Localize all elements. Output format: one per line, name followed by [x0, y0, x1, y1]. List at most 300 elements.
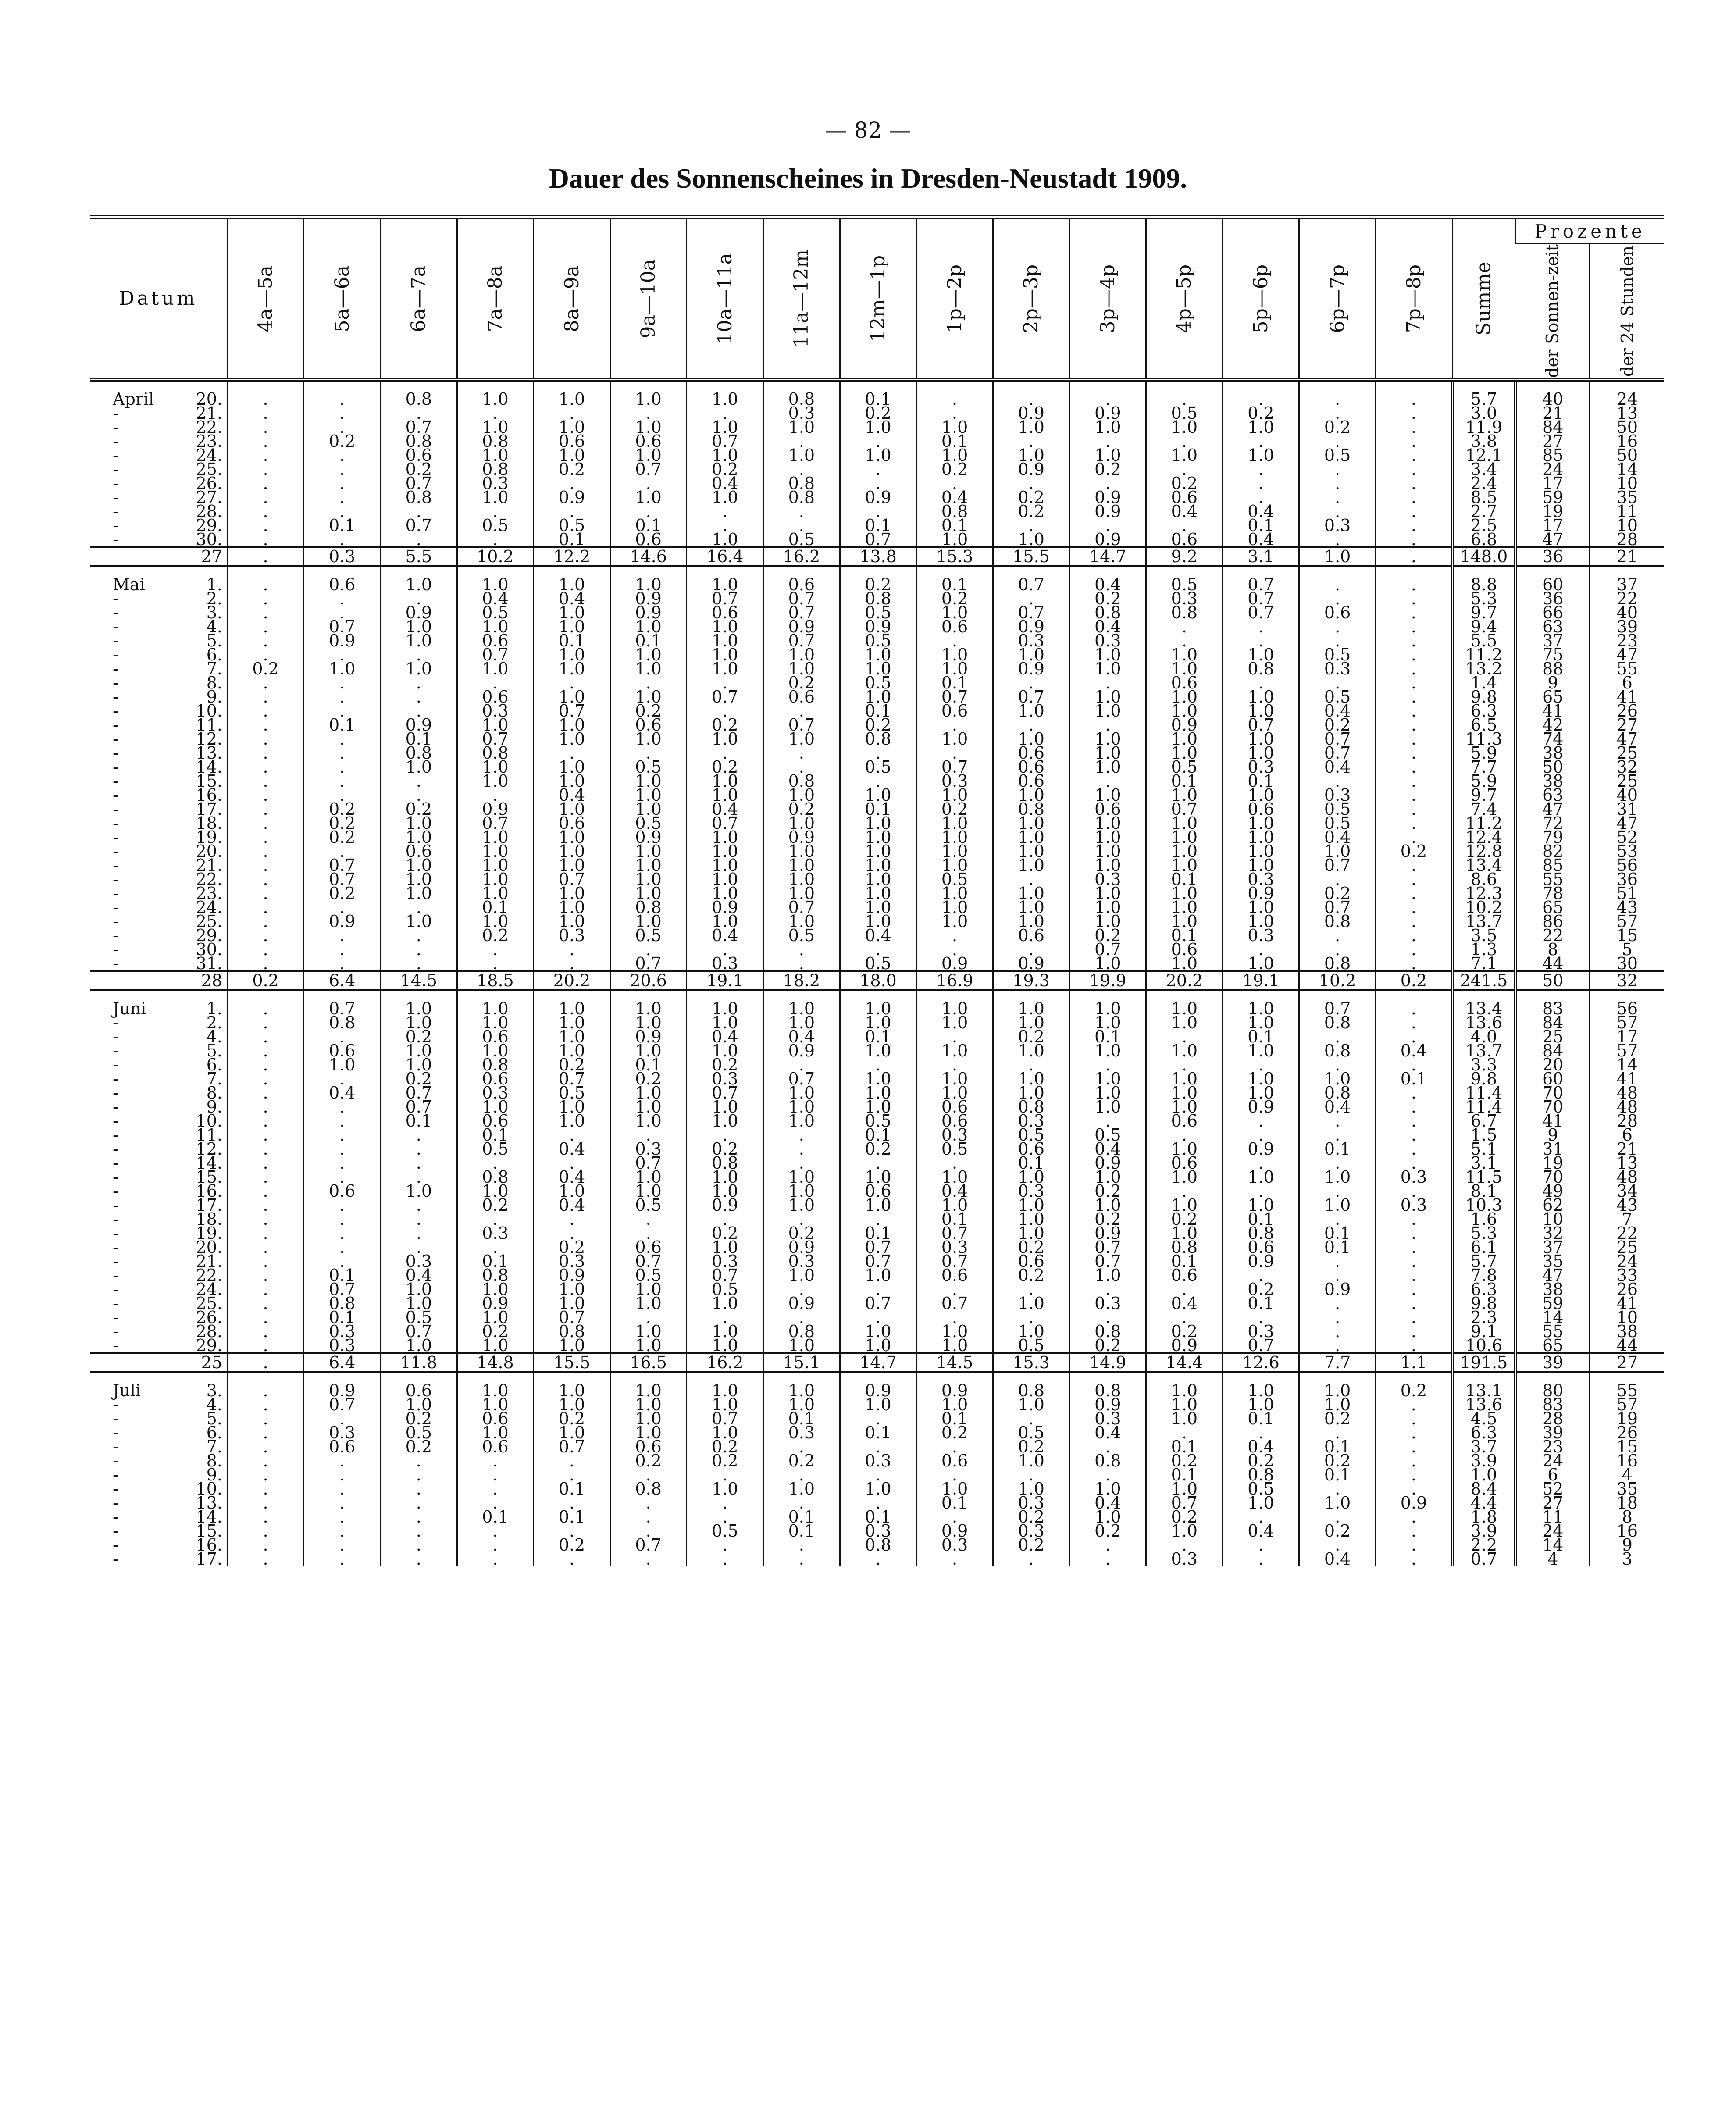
hour-cell: .	[304, 1454, 381, 1468]
hour-cell: .	[227, 392, 304, 406]
hour-cell: 0.6	[304, 1440, 381, 1454]
hour-cell: 1.0	[534, 1030, 610, 1044]
hour-cell: .	[1069, 676, 1146, 690]
percent-cell: 44	[1590, 1338, 1664, 1353]
day-label: 4.	[206, 617, 222, 636]
hour-cell: 1.0	[1299, 1170, 1376, 1184]
percent-cell: 85	[1515, 858, 1590, 872]
percent-cell: 31	[1515, 1142, 1590, 1156]
month-label: -	[113, 1549, 118, 1569]
percent-cell: 84	[1515, 1016, 1590, 1030]
hour-cell: 0.7	[1299, 1002, 1376, 1016]
hour-cell: 0.4	[916, 490, 993, 504]
hour-cell: 0.6	[993, 1142, 1069, 1156]
hour-cell: 0.1	[610, 1058, 687, 1072]
day-label: 5.	[206, 1409, 222, 1428]
hour-cell: 1.0	[534, 1338, 610, 1353]
hour-cell: 1.0	[534, 830, 610, 844]
hour-cell: 1.0	[304, 1058, 381, 1072]
hour-cell: .	[840, 1156, 916, 1170]
hour-cell: 0.6	[534, 434, 610, 448]
month-label: -	[113, 1153, 118, 1173]
pct-sun-header	[1515, 244, 1590, 380]
hour-cell: 0.2	[687, 1440, 763, 1454]
hour-cell: 0.2	[1146, 1510, 1223, 1524]
percent-cell: 50	[1590, 448, 1664, 462]
hour-cell: .	[1376, 690, 1452, 704]
hour-cell: 0.1	[457, 900, 534, 914]
hour-cell: 0.9	[1223, 1142, 1299, 1156]
hour-cell: 0.6	[381, 1384, 457, 1398]
hour-cell: 0.9	[840, 620, 916, 634]
month-label: -	[113, 1125, 118, 1145]
hour-cell: 0.2	[993, 1440, 1069, 1454]
hour-cell: 1.0	[1299, 547, 1376, 566]
hour-cell: 0.1	[1299, 1240, 1376, 1254]
hour-cell: 1.0	[687, 1170, 763, 1184]
hour-cell: 1.0	[993, 532, 1069, 547]
hour-cell: 0.1	[534, 634, 610, 648]
hour-cell: 1.0	[840, 1072, 916, 1086]
hour-cell: .	[1223, 1114, 1299, 1128]
hour-cell: 1.0	[916, 1044, 993, 1058]
hour-cell: 0.6	[1146, 1114, 1223, 1128]
hour-cell: 0.8	[1069, 1384, 1146, 1398]
hour-cell: .	[1376, 1454, 1452, 1468]
hour-header-9	[916, 217, 993, 380]
hour-cell: 0.5	[763, 532, 840, 547]
hour-cell: .	[1146, 1184, 1223, 1198]
hour-cell: 1.0	[687, 532, 763, 547]
day-label: 29.	[196, 1335, 222, 1355]
hour-cell: .	[457, 1212, 534, 1226]
hour-cell: .	[304, 732, 381, 746]
hour-cell: .	[1376, 547, 1452, 566]
hour-header-5	[610, 217, 687, 380]
hour-cell: .	[457, 1538, 534, 1552]
hour-cell: .	[304, 448, 381, 462]
month-label: -	[113, 445, 118, 465]
hour-cell: 1.0	[1299, 1198, 1376, 1212]
hour-cell: 0.5	[763, 928, 840, 942]
percent-cell: 84	[1515, 1044, 1590, 1058]
hour-cell: .	[1376, 1240, 1452, 1254]
hour-cell: 1.0	[1146, 788, 1223, 802]
sum-cell: 12.4	[1452, 830, 1515, 844]
sum-cell: 2.5	[1452, 518, 1515, 532]
hour-cell: .	[227, 718, 304, 732]
percent-cell: 22	[1515, 928, 1590, 942]
hour-cell: .	[687, 1510, 763, 1524]
hour-cell: .	[227, 532, 304, 547]
hour-header-3-label: 7a—8a	[484, 265, 506, 332]
month-label: -	[113, 1013, 118, 1032]
month-label: -	[113, 1083, 118, 1102]
hour-cell: 1.0	[1223, 1398, 1299, 1412]
hour-cell: 1.0	[457, 886, 534, 900]
hour-cell: 0.5	[610, 760, 687, 774]
hour-cell: 1.0	[381, 578, 457, 592]
hour-cell: .	[1376, 816, 1452, 830]
month-label: -	[113, 1027, 118, 1046]
hour-cell: .	[304, 1240, 381, 1254]
hour-cell: 1.0	[610, 648, 687, 662]
hour-cell: 0.7	[304, 620, 381, 634]
hour-cell: 1.0	[840, 844, 916, 858]
hour-cell: 1.0	[1146, 956, 1223, 971]
pct-24-header	[1590, 244, 1664, 380]
hour-cell: 0.4	[1069, 578, 1146, 592]
hour-cell: 0.1	[457, 1510, 534, 1524]
hour-cell: 1.0	[1223, 844, 1299, 858]
hour-cell: .	[687, 1538, 763, 1552]
hour-cell: .	[227, 1412, 304, 1426]
hour-cell: 1.0	[610, 1426, 687, 1440]
hour-cell: .	[1376, 1226, 1452, 1240]
hour-cell: 0.6	[916, 620, 993, 634]
hour-cell: 1.0	[1146, 1072, 1223, 1086]
hour-cell: 1.0	[993, 1482, 1069, 1496]
hour-cell: 1.0	[1146, 858, 1223, 872]
hour-cell: 0.7	[687, 1412, 763, 1426]
month-label: -	[113, 701, 118, 721]
hour-cell: 1.0	[457, 1016, 534, 1030]
hour-cell: 0.6	[457, 1030, 534, 1044]
hour-cell: 0.3	[304, 547, 381, 566]
hour-cell: .	[304, 406, 381, 420]
sum-cell: 13.7	[1452, 1044, 1515, 1058]
hour-cell: 0.6	[916, 1268, 993, 1282]
percent-cell: 4	[1590, 1468, 1664, 1482]
hour-cell: 0.6	[457, 1412, 534, 1426]
hour-cell: .	[381, 900, 457, 914]
day-label: 14.	[196, 757, 222, 777]
hour-cell: .	[534, 956, 610, 971]
hour-cell: .	[1376, 788, 1452, 802]
sum-cell: 13.7	[1452, 914, 1515, 928]
percent-cell: 40	[1590, 606, 1664, 620]
percent-cell: 50	[1515, 760, 1590, 774]
hour-cell: 1.0	[610, 490, 687, 504]
hour-cell: .	[687, 1496, 763, 1510]
hour-cell: .	[381, 532, 457, 547]
hour-cell: 0.3	[381, 1254, 457, 1268]
hour-cell: 0.9	[610, 592, 687, 606]
hour-cell: 1.0	[840, 914, 916, 928]
hour-cell: .	[381, 690, 457, 704]
hour-cell: 1.0	[687, 634, 763, 648]
hour-cell: 1.0	[610, 1296, 687, 1310]
hour-cell: 9.2	[1146, 547, 1223, 566]
percent-cell: 30	[1590, 956, 1664, 971]
percent-cell: 10	[1515, 1212, 1590, 1226]
hour-cell: .	[1376, 1282, 1452, 1296]
hour-cell: 12.6	[1223, 1353, 1299, 1372]
hour-cell: 0.9	[457, 1296, 534, 1310]
month-label: -	[113, 911, 118, 931]
hour-cell: .	[227, 620, 304, 634]
hour-cell: 0.9	[1069, 1398, 1146, 1412]
hour-cell: 1.0	[381, 858, 457, 872]
hour-cell: 1.0	[534, 900, 610, 914]
hour-cell: .	[840, 462, 916, 476]
hour-cell: 1.0	[457, 1100, 534, 1114]
day-label: 10.	[196, 1479, 222, 1498]
month-label: -	[113, 529, 118, 549]
percent-cell: 27	[1590, 1353, 1664, 1372]
hour-cell: 0.1	[840, 1426, 916, 1440]
hour-cell: .	[227, 676, 304, 690]
hour-cell: .	[1146, 518, 1223, 532]
hour-cell: .	[304, 1552, 381, 1566]
hour-cell: 0.2	[381, 1072, 457, 1086]
hour-cell: .	[916, 1282, 993, 1296]
hour-cell: 0.2	[1299, 718, 1376, 732]
hour-cell: 0.2	[381, 1412, 457, 1426]
hour-cell: 1.0	[687, 662, 763, 676]
hour-cell: .	[381, 1156, 457, 1170]
hour-cell: .	[227, 1496, 304, 1510]
hour-cell: 0.2	[993, 1268, 1069, 1282]
hour-cell: 1.0	[457, 1044, 534, 1058]
hour-header-13	[1223, 217, 1299, 380]
hour-cell: 0.6	[993, 774, 1069, 788]
hour-cell: .	[534, 1128, 610, 1142]
month-label: -	[113, 1293, 118, 1313]
hour-cell: 0.3	[534, 928, 610, 942]
hour-cell: 0.8	[763, 1324, 840, 1338]
hour-cell: 1.0	[1069, 1086, 1146, 1100]
hour-cell: 1.0	[610, 1044, 687, 1058]
hour-cell: 1.0	[610, 788, 687, 802]
hour-cell: 1.0	[1069, 1510, 1146, 1524]
hour-cell: .	[304, 788, 381, 802]
percent-cell: 14	[1515, 1538, 1590, 1552]
hour-cell: .	[1299, 1482, 1376, 1496]
day-label: 18.	[196, 813, 222, 833]
hour-cell: .	[381, 1128, 457, 1142]
hour-cell: 1.0	[534, 802, 610, 816]
hour-cell: .	[1299, 1338, 1376, 1353]
hour-cell: 0.9	[304, 914, 381, 928]
hour-cell: 1.0	[457, 1384, 534, 1398]
percent-cell: 51	[1590, 886, 1664, 900]
hour-cell: 0.3	[1299, 662, 1376, 676]
hour-cell: .	[227, 900, 304, 914]
hour-cell: 1.0	[687, 844, 763, 858]
hour-cell: 1.0	[993, 1072, 1069, 1086]
hour-cell: 0.2	[763, 676, 840, 690]
hour-cell: .	[304, 1030, 381, 1044]
percent-cell: 15	[1590, 928, 1664, 942]
hour-cell: 1.0	[1299, 1398, 1376, 1412]
month-label: -	[113, 953, 118, 973]
hour-cell: 0.8	[687, 1156, 763, 1170]
hour-cell: .	[227, 1254, 304, 1268]
month-label: -	[113, 1069, 118, 1088]
hour-cell: 0.1	[840, 392, 916, 406]
hour-cell: .	[1146, 392, 1223, 406]
percent-cell: 39	[1515, 1353, 1590, 1372]
hour-cell: 1.0	[840, 1398, 916, 1412]
hour-cell: 0.2	[610, 1454, 687, 1468]
percent-cell: 70	[1515, 1100, 1590, 1114]
hour-cell: .	[304, 1128, 381, 1142]
sum-cell: 8.8	[1452, 578, 1515, 592]
month-label: -	[113, 1139, 118, 1159]
hour-cell: .	[1376, 1324, 1452, 1338]
hour-cell: .	[227, 1384, 304, 1398]
hour-cell: 1.0	[1069, 1072, 1146, 1086]
hour-cell: 1.0	[1146, 1524, 1223, 1538]
hour-cell: 0.1	[304, 1310, 381, 1324]
hour-cell: .	[304, 928, 381, 942]
percent-cell: 83	[1515, 1002, 1590, 1016]
hour-cell: 1.0	[534, 648, 610, 662]
hour-header-4	[534, 217, 610, 380]
hour-cell: 0.7	[1223, 718, 1299, 732]
hour-cell: 1.0	[1069, 886, 1146, 900]
hour-cell: .	[227, 914, 304, 928]
hour-cell: .	[1376, 434, 1452, 448]
percent-cell: 25	[1590, 1240, 1664, 1254]
hour-cell: 0.7	[916, 760, 993, 774]
hour-cell: 0.1	[304, 718, 381, 732]
hour-cell: .	[227, 1002, 304, 1016]
hour-cell: .	[1376, 1184, 1452, 1198]
hour-cell: .	[1376, 448, 1452, 462]
hour-cell: 1.0	[1299, 1496, 1376, 1510]
hour-cell: .	[381, 676, 457, 690]
hour-cell: 1.0	[687, 774, 763, 788]
hour-cell: .	[1146, 462, 1223, 476]
hour-cell: 0.2	[1376, 844, 1452, 858]
percent-cell: 43	[1590, 900, 1664, 914]
sum-cell: 11.9	[1452, 420, 1515, 434]
percent-cell: 55	[1515, 1324, 1590, 1338]
hour-cell: 1.0	[993, 844, 1069, 858]
sum-cell: 5.7	[1452, 392, 1515, 406]
hour-cell: 0.7	[1146, 802, 1223, 816]
hour-cell: 1.0	[381, 1044, 457, 1058]
hour-cell: .	[687, 1212, 763, 1226]
hour-cell: 0.6	[457, 634, 534, 648]
sum-cell: 7.1	[1452, 956, 1515, 971]
hour-cell: .	[993, 942, 1069, 956]
month-label: -	[113, 869, 118, 889]
hour-cell: .	[763, 462, 840, 476]
sum-cell: 12.8	[1452, 844, 1515, 858]
percent-cell: 14	[1590, 462, 1664, 476]
percent-cell: 36	[1515, 547, 1590, 566]
hour-cell: 0.9	[1299, 1282, 1376, 1296]
percent-cell: 65	[1515, 900, 1590, 914]
hour-cell: 0.7	[763, 592, 840, 606]
percent-cell: 22	[1590, 592, 1664, 606]
hour-cell: 0.7	[993, 578, 1069, 592]
hour-cell: .	[1376, 1440, 1452, 1454]
hour-cell: .	[1376, 648, 1452, 662]
hour-cell: 5.5	[381, 547, 457, 566]
hour-cell: 0.3	[763, 1254, 840, 1268]
hour-cell: .	[1069, 774, 1146, 788]
hour-cell: 1.0	[687, 1100, 763, 1114]
hour-cell: 0.2	[1069, 1212, 1146, 1226]
month-label: -	[113, 515, 118, 535]
hour-cell: 0.1	[1146, 1254, 1223, 1268]
hour-cell: 1.0	[840, 448, 916, 462]
hour-cell: 0.3	[1069, 1296, 1146, 1310]
sum-cell: 5.3	[1452, 592, 1515, 606]
hour-cell: 0.5	[840, 760, 916, 774]
hour-cell: 0.6	[457, 1114, 534, 1128]
hour-cell: 0.4	[916, 1184, 993, 1198]
hour-cell: 1.0	[1223, 1044, 1299, 1058]
hour-cell: 0.7	[1299, 746, 1376, 760]
hour-cell: 1.0	[687, 1240, 763, 1254]
month-label: -	[113, 403, 118, 423]
hour-cell: .	[304, 1114, 381, 1128]
hour-cell: 0.2	[534, 1538, 610, 1552]
hour-cell: 1.0	[1223, 914, 1299, 928]
hour-cell: 1.0	[534, 392, 610, 406]
percent-cell: 82	[1515, 844, 1590, 858]
hour-cell: 1.0	[610, 1412, 687, 1426]
percent-cell: 70	[1515, 1170, 1590, 1184]
hour-cell: 0.8	[610, 900, 687, 914]
hour-cell: .	[916, 1510, 993, 1524]
sum-cell: 1.6	[1452, 1212, 1515, 1226]
month-label: -	[113, 1111, 118, 1131]
hour-cell: 0.8	[1069, 1324, 1146, 1338]
day-label: 21.	[196, 1251, 222, 1271]
hour-cell: .	[1299, 1156, 1376, 1170]
hour-cell: .	[227, 690, 304, 704]
hour-cell: .	[304, 746, 381, 760]
hour-cell: 0.3	[304, 1324, 381, 1338]
days-count: 28	[201, 970, 222, 990]
hour-cell: 0.2	[1146, 1324, 1223, 1338]
hour-cell: 1.0	[916, 816, 993, 830]
hour-cell: .	[304, 392, 381, 406]
hour-cell: 0.8	[457, 462, 534, 476]
hour-cell: 0.5	[457, 1142, 534, 1156]
hour-cell: 1.0	[993, 732, 1069, 746]
month-label: -	[113, 1507, 118, 1527]
hour-cell: .	[381, 956, 457, 971]
percent-cell: 32	[1515, 1226, 1590, 1240]
hour-cell: 0.5	[1299, 802, 1376, 816]
hour-cell: 0.7	[840, 532, 916, 547]
hour-cell: 0.9	[457, 802, 534, 816]
hour-cell: .	[227, 490, 304, 504]
hour-cell: 0.3	[687, 1254, 763, 1268]
hour-cell: 1.0	[916, 844, 993, 858]
percent-cell: 88	[1515, 662, 1590, 676]
hour-cell: .	[1376, 900, 1452, 914]
percent-cell: 48	[1590, 1100, 1664, 1114]
hour-cell: 0.7	[1299, 858, 1376, 872]
hour-cell: .	[1376, 1114, 1452, 1128]
hour-cell: .	[534, 504, 610, 518]
hour-cell: 1.0	[457, 1184, 534, 1198]
hour-cell: 0.1	[304, 1268, 381, 1282]
hour-cell: 1.0	[1223, 690, 1299, 704]
hour-cell: .	[993, 1058, 1069, 1072]
hour-cell: 0.7	[1069, 942, 1146, 956]
datum-header: Datum	[119, 287, 198, 310]
day-label: 17.	[196, 1549, 222, 1569]
